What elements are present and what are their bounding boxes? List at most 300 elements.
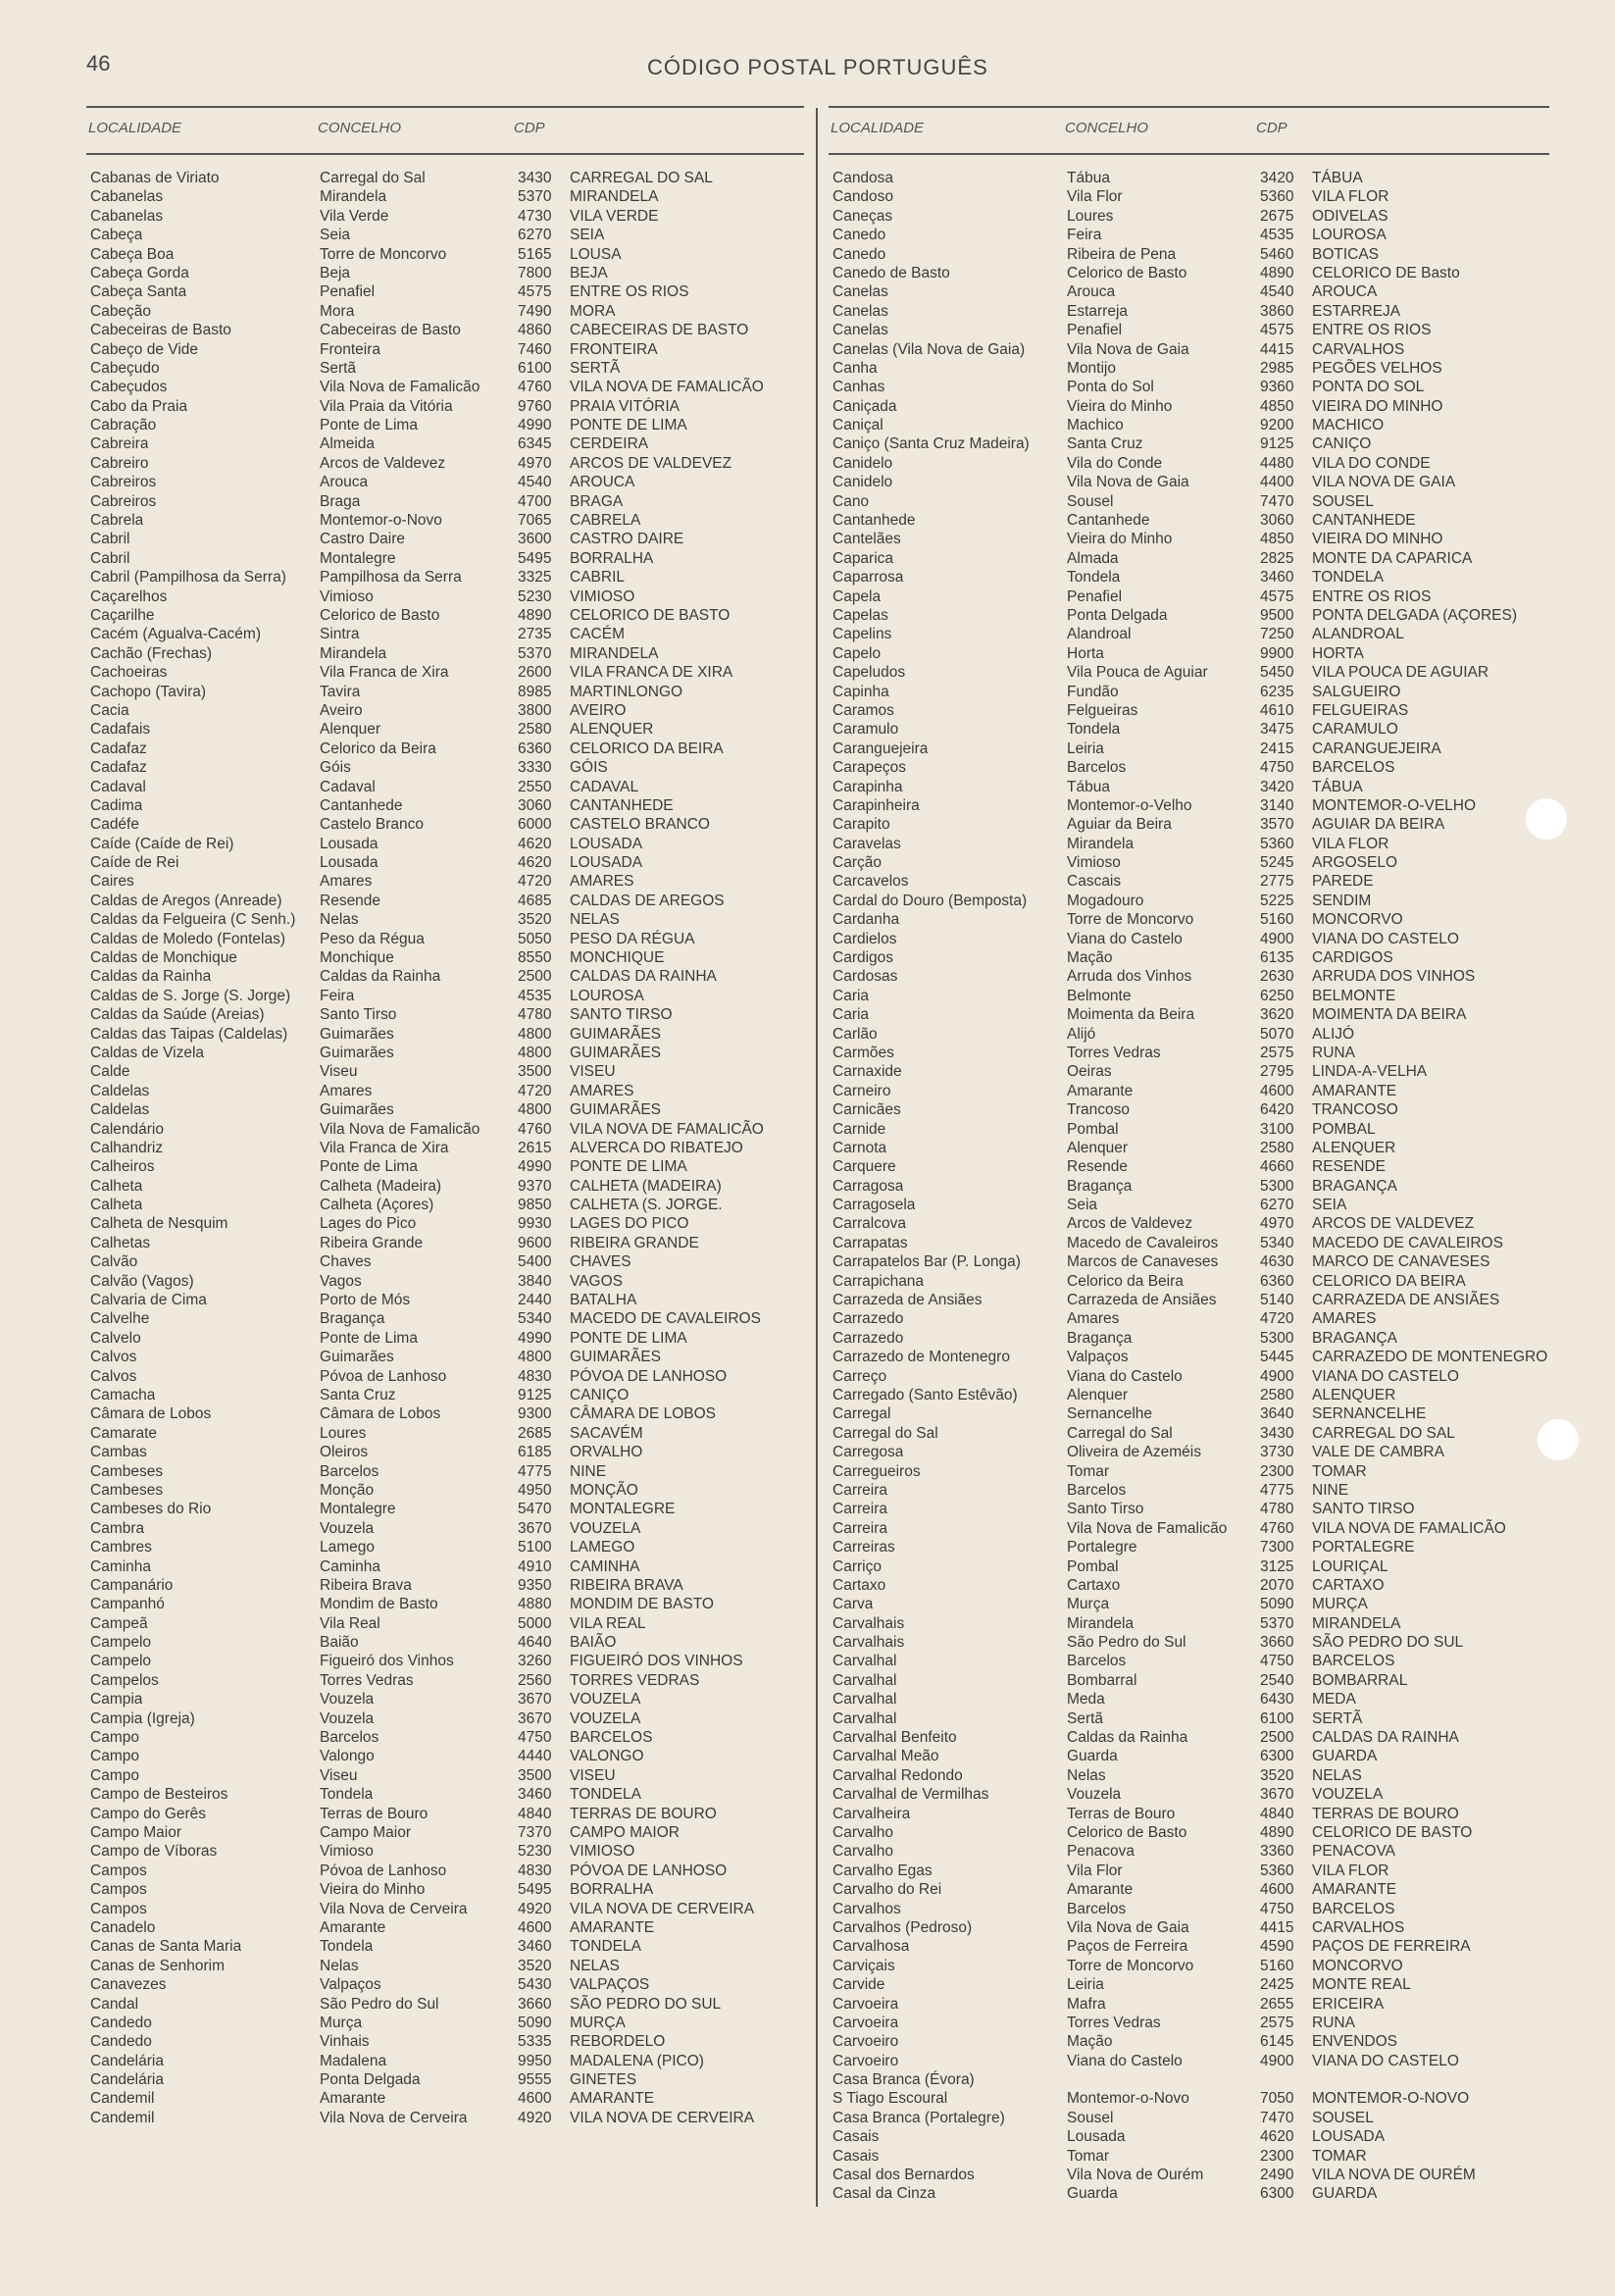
cell-dst: CELORICO DE BASTO — [570, 606, 731, 624]
cell-loc: Carriço — [833, 1557, 882, 1575]
cell-cdp: 3330 — [518, 759, 552, 777]
cell-con: Penafiel — [1067, 587, 1123, 605]
cell-dst: ALENQUER — [1312, 1139, 1396, 1156]
cell-con: Vila Nova de Gaia — [1067, 340, 1189, 358]
cell-con: Sousel — [1067, 2109, 1114, 2126]
cell-loc: Carvalhais — [833, 1614, 905, 1632]
cell-dst: MONTE DA CAPARICA — [1312, 549, 1473, 567]
cell-loc: Campo — [90, 1766, 139, 1784]
cell-dst: BELMONTE — [1312, 987, 1396, 1004]
cell-cdp: 2580 — [1260, 1139, 1294, 1156]
cell-con: Loures — [1067, 207, 1114, 225]
cell-dst: LOURIÇAL — [1312, 1557, 1388, 1575]
cell-dst: NINE — [570, 1462, 607, 1480]
cell-dst: AROUCA — [570, 474, 635, 491]
cell-dst: MONCORVO — [1312, 911, 1403, 929]
cell-dst: TOMAR — [1312, 2147, 1367, 2165]
cell-loc: Capeludos — [833, 664, 906, 682]
table-row — [829, 1690, 1549, 1709]
table-row — [86, 511, 804, 530]
cell-dst: VOUZELA — [570, 1709, 641, 1727]
cell-con: Pombal — [1067, 1120, 1119, 1138]
cell-loc: Carvalhal Meão — [833, 1748, 939, 1765]
cell-cdp: 7460 — [518, 340, 552, 358]
cell-loc: Campos — [90, 1881, 147, 1899]
table-row — [86, 1139, 804, 1157]
cell-dst: BEJA — [570, 264, 608, 281]
cell-cdp: 5430 — [518, 1976, 552, 1994]
cell-dst: ENTRE OS RIOS — [1312, 322, 1432, 339]
cell-dst: ENTRE OS RIOS — [570, 283, 689, 301]
cell-loc: Carregal do Sal — [833, 1424, 938, 1442]
table-row — [86, 2109, 804, 2127]
cell-loc: Cambas — [90, 1444, 147, 1461]
table-row — [829, 872, 1549, 891]
cell-dst: GINETES — [570, 2071, 637, 2089]
cell-dst: SÃO PEDRO DO SUL — [1312, 1634, 1464, 1652]
cell-con: Ribeira Grande — [320, 1234, 424, 1251]
page-title: CÓDIGO POSTAL PORTUGUÊS — [647, 55, 988, 79]
cell-dst: VILA NOVA DE CERVEIRA — [570, 2109, 755, 2126]
cell-cdp: 4950 — [518, 1481, 552, 1499]
cell-con: Ponte de Lima — [320, 1329, 418, 1347]
cell-loc: Capelas — [833, 606, 888, 624]
cell-dst: PONTA DELGADA (AÇORES) — [1312, 606, 1518, 624]
table-row — [86, 987, 804, 1005]
header-cdp: CDP — [1256, 120, 1287, 136]
cell-loc: Carapinha — [833, 778, 903, 795]
cell-con: Cartaxo — [1067, 1576, 1121, 1594]
cell-cdp: 4575 — [1260, 587, 1294, 605]
cell-con: Caldas da Rainha — [1067, 1729, 1188, 1747]
cell-loc: Caldas da Saúde (Areias) — [90, 1006, 265, 1024]
cell-con: Torre de Moncorvo — [1067, 1957, 1194, 1974]
cell-loc: Canidelo — [833, 454, 893, 472]
cell-loc: Cabril — [90, 549, 130, 567]
cell-loc: Caçarelhos — [90, 587, 168, 605]
table-row — [829, 1766, 1549, 1785]
cell-dst: AMARANTE — [570, 2090, 655, 2108]
cell-dst: CARANGUEJEIRA — [1312, 740, 1441, 757]
cell-cdp: 2580 — [1260, 1387, 1294, 1403]
cell-loc: Carreira — [833, 1481, 887, 1499]
cell-dst: CELORICO DA BEIRA — [570, 740, 724, 757]
cell-con: Nelas — [1067, 1766, 1106, 1784]
cell-con: Valpaços — [1067, 1349, 1129, 1366]
cell-loc: Carviçais — [833, 1957, 895, 1974]
cell-con: Machico — [1067, 417, 1124, 434]
table-row — [829, 1139, 1549, 1157]
cell-con: Vila Nova de Gaia — [1067, 474, 1189, 491]
table-row — [829, 264, 1549, 282]
cell-dst: CALHETA (S. JORGE. — [570, 1197, 723, 1214]
cell-dst: CARTAXO — [1312, 1576, 1385, 1594]
cell-dst: BRAGANÇA — [1312, 1329, 1397, 1347]
table-row — [86, 2089, 804, 2108]
cell-con: Calheta (Açores) — [320, 1197, 434, 1214]
cell-loc: Casais — [833, 2128, 880, 2146]
table-row — [829, 778, 1549, 796]
table-row — [829, 1900, 1549, 1918]
cell-dst: CALDAS DE AREGOS — [570, 892, 725, 909]
cell-con: Sertã — [320, 359, 357, 377]
cell-cdp: 4970 — [1260, 1215, 1294, 1233]
cell-cdp: 7470 — [1260, 2109, 1294, 2126]
table-row — [86, 1424, 804, 1443]
cell-con: Oliveira de Azeméis — [1067, 1444, 1201, 1461]
cell-con: Viseu — [320, 1766, 358, 1784]
table-row — [86, 282, 804, 301]
table-row — [829, 683, 1549, 701]
cell-loc: Cantanhede — [833, 512, 916, 530]
cell-loc: Cambeses — [90, 1481, 164, 1499]
table-row — [829, 434, 1549, 453]
cell-loc: Canavezes — [90, 1976, 167, 1994]
cell-loc: Cabeçudo — [90, 359, 160, 377]
table-row — [86, 1823, 804, 1842]
cell-cdp: 3260 — [518, 1653, 552, 1670]
cell-loc: Camacha — [90, 1387, 156, 1403]
cell-loc: Caçarilhe — [90, 606, 155, 624]
cell-loc: Cabeça Gorda — [90, 264, 189, 281]
cell-dst: MONÇÃO — [570, 1481, 638, 1499]
cell-dst: VOUZELA — [1312, 1786, 1384, 1804]
cell-dst: LOUSADA — [570, 854, 643, 872]
cell-loc: Carvoeira — [833, 2014, 899, 2031]
cell-con: Lages do Pico — [320, 1215, 417, 1233]
cell-cdp: 9360 — [1260, 379, 1294, 396]
cell-cdp: 4890 — [518, 606, 552, 624]
cell-dst: PÓVOA DE LANHOSO — [570, 1367, 728, 1385]
cell-cdp: 3460 — [1260, 569, 1294, 587]
cell-cdp: 4630 — [1260, 1253, 1294, 1271]
cell-con: Mação — [1067, 2033, 1113, 2051]
cell-cdp: 9500 — [1260, 606, 1294, 624]
cell-con: Vouzela — [1067, 1786, 1122, 1804]
cell-con: Viana do Castelo — [1067, 2052, 1183, 2069]
cell-cdp: 9760 — [518, 397, 552, 415]
table-row — [86, 568, 804, 587]
table-row — [86, 815, 804, 834]
cell-cdp: 7050 — [1260, 2090, 1294, 2108]
cell-loc: Campeã — [90, 1614, 148, 1632]
cell-con: Santa Cruz — [1067, 435, 1143, 453]
cell-loc: Cabreiros — [90, 474, 157, 491]
cell-cdp: 4780 — [1260, 1501, 1294, 1518]
cell-dst: ENVENDOS — [1312, 2033, 1397, 2051]
cell-cdp: 5360 — [1260, 188, 1294, 206]
table-row — [86, 2032, 804, 2051]
cell-cdp: 6420 — [1260, 1101, 1294, 1119]
cell-cdp: 9125 — [1260, 435, 1294, 453]
cell-cdp: 4400 — [1260, 474, 1294, 491]
cell-loc: Campo de Víboras — [90, 1843, 218, 1861]
cell-cdp: 5340 — [1260, 1234, 1294, 1251]
cell-dst: NELAS — [570, 1957, 620, 1974]
cell-con: Ribeira Brava — [320, 1576, 412, 1594]
cell-cdp: 7800 — [518, 264, 552, 281]
cell-dst: VIANA DO CASTELO — [1312, 930, 1459, 947]
cell-dst: VILA NOVA DE FAMALICÃO — [570, 379, 764, 396]
cell-dst: BORRALHA — [570, 549, 654, 567]
cell-dst: TONDELA — [570, 1938, 641, 1956]
cell-loc: Cardanha — [833, 911, 900, 929]
cell-con: Baião — [320, 1634, 359, 1652]
cell-loc: Cabeçudos — [90, 379, 168, 396]
cell-loc: Caldas de Vizela — [90, 1044, 205, 1061]
cell-loc: Carvalhais — [833, 1634, 905, 1652]
table-row — [829, 530, 1549, 548]
table-row — [829, 359, 1549, 378]
cell-dst: CALDAS DA RAINHA — [570, 968, 717, 986]
table-row — [829, 1177, 1549, 1196]
cell-dst: AMARES — [570, 1082, 634, 1099]
cell-cdp: 3670 — [518, 1519, 552, 1537]
cell-cdp: 6100 — [1260, 1709, 1294, 1727]
cell-dst: CANTANHEDE — [1312, 512, 1416, 530]
punch-hole — [1538, 1419, 1579, 1460]
cell-con: Barcelos — [1067, 1481, 1127, 1499]
cell-cdp: 3860 — [1260, 302, 1294, 320]
cell-loc: Carquere — [833, 1158, 896, 1176]
cell-con: Santo Tirso — [1067, 1501, 1144, 1518]
cell-dst: BATALHA — [570, 1292, 637, 1309]
cell-cdp: 5460 — [1260, 245, 1294, 263]
cell-loc: Caparrosa — [833, 569, 904, 587]
table-row — [86, 1747, 804, 1765]
table-row — [86, 1937, 804, 1956]
cell-cdp: 3840 — [518, 1272, 552, 1290]
table-row — [829, 282, 1549, 301]
cell-con: Carrazeda de Ansiães — [1067, 1292, 1217, 1309]
cell-dst: HORTA — [1312, 644, 1364, 662]
cell-loc: Calhandriz — [90, 1139, 164, 1156]
cell-dst: MONTE REAL — [1312, 1976, 1411, 1994]
cell-cdp: 3475 — [1260, 721, 1294, 739]
cell-dst: PRAIA VITÓRIA — [570, 397, 680, 415]
cell-loc: Cabril (Pampilhosa da Serra) — [90, 569, 286, 587]
cell-dst: VISEU — [570, 1063, 616, 1081]
cell-loc: Cantelães — [833, 531, 901, 548]
cell-con: Meda — [1067, 1691, 1105, 1709]
table-row — [86, 1404, 804, 1423]
cell-dst: VILA DO CONDE — [1312, 454, 1431, 472]
cell-cdp: 3420 — [1260, 170, 1294, 186]
cell-loc: Casa Branca (Portalegre) — [833, 2109, 1005, 2126]
header-concelho: CONCELHO — [318, 120, 402, 136]
cell-loc: Calheta de Nesquim — [90, 1215, 228, 1233]
cell-loc: Cartaxo — [833, 1576, 886, 1594]
cell-dst: VILA POUCA DE AGUIAR — [1312, 664, 1489, 682]
cell-loc: Carvalhos (Pedroso) — [833, 1918, 973, 1936]
cell-dst: VAGOS — [570, 1272, 623, 1290]
cell-dst: ARGOSELO — [1312, 854, 1397, 872]
cell-cdp: 6185 — [518, 1444, 552, 1461]
cell-cdp: 9930 — [518, 1215, 552, 1233]
cell-con: Tondela — [1067, 721, 1121, 739]
cell-loc: Canelas — [833, 283, 888, 301]
cell-loc: Caíde de Rei — [90, 854, 179, 872]
table-row — [829, 2147, 1549, 2166]
table-row — [86, 1633, 804, 1652]
table-row — [829, 1728, 1549, 1747]
table-row — [86, 416, 804, 434]
cell-con: Pombal — [1067, 1557, 1119, 1575]
cell-loc: Capelo — [833, 644, 882, 662]
table-row — [86, 473, 804, 491]
cell-cdp: 7300 — [1260, 1539, 1294, 1556]
cell-con: Vila Praia da Vitória — [320, 397, 453, 415]
cell-con: Torre de Moncorvo — [1067, 911, 1194, 929]
cell-con: Valpaços — [320, 1976, 381, 1994]
cell-con: São Pedro do Sul — [1067, 1634, 1186, 1652]
cell-dst: MOIMENTA DA BEIRA — [1312, 1006, 1467, 1024]
cell-cdp: 5230 — [518, 587, 552, 605]
cell-con: Sernancelhe — [1067, 1405, 1153, 1423]
cell-con: Seia — [320, 227, 351, 244]
cell-dst: VILA FLOR — [1312, 835, 1389, 852]
cell-con: Tondela — [1067, 569, 1121, 587]
cell-dst: PAREDE — [1312, 873, 1374, 891]
cell-dst: AROUCA — [1312, 283, 1378, 301]
cell-con: Torres Vedras — [1067, 2014, 1161, 2031]
cell-loc: Carregueiros — [833, 1462, 921, 1480]
cell-cdp: 3800 — [518, 701, 552, 719]
cell-dst: BARCELOS — [570, 1729, 653, 1747]
table-row — [829, 1538, 1549, 1556]
cell-cdp: 4990 — [518, 1329, 552, 1347]
cell-cdp: 5360 — [1260, 1862, 1294, 1879]
table-row — [829, 1404, 1549, 1423]
cell-loc: Carvalhal de Vermilhas — [833, 1786, 989, 1804]
cell-cdp: 3060 — [518, 796, 552, 814]
cell-loc: Cabanelas — [90, 207, 164, 225]
cell-dst: TERRAS DE BOURO — [570, 1805, 717, 1822]
cell-cdp: 4860 — [518, 322, 552, 339]
cell-loc: Campo de Besteiros — [90, 1786, 228, 1804]
cell-cdp: 3600 — [518, 531, 552, 548]
cell-con: Tavira — [320, 683, 361, 700]
cell-con: Penafiel — [320, 283, 376, 301]
cell-dst: TORRES VEDRAS — [570, 1671, 700, 1689]
cell-dst: LOUROSA — [570, 987, 644, 1004]
table-row — [86, 758, 804, 777]
cell-loc: Cabo da Praia — [90, 397, 188, 415]
cell-dst: TONDELA — [570, 1786, 641, 1804]
cell-dst: NELAS — [570, 911, 620, 929]
cell-dst: GUIMARÃES — [570, 1025, 662, 1043]
table-row — [86, 549, 804, 568]
cell-con: Arcos de Valdevez — [320, 454, 446, 472]
cell-cdp: 6235 — [1260, 683, 1294, 700]
cell-con: Tábua — [1067, 778, 1110, 795]
cell-dst: NINE — [1312, 1481, 1349, 1499]
table-row — [829, 967, 1549, 986]
cell-con: Torre de Moncorvo — [320, 245, 447, 263]
cell-cdp: 4840 — [518, 1805, 552, 1822]
table-row — [829, 892, 1549, 910]
cell-cdp: 9350 — [518, 1576, 552, 1594]
table-row — [86, 663, 804, 682]
cell-cdp: 4590 — [1260, 1938, 1294, 1956]
cell-cdp: 4890 — [1260, 1823, 1294, 1841]
table-row — [86, 606, 804, 625]
cell-loc: Canas de Senhorim — [90, 1957, 225, 1974]
cell-loc: Caldas de Aregos (Anreade) — [90, 892, 282, 909]
cell-cdp: 2615 — [518, 1139, 552, 1156]
cell-dst: TONDELA — [1312, 569, 1384, 587]
cell-con: Estarreja — [1067, 302, 1129, 320]
cell-dst: PENACOVA — [1312, 1843, 1395, 1861]
cell-cdp: 4970 — [518, 454, 552, 472]
header-rule-top — [86, 106, 804, 108]
cell-dst: AGUIAR DA BEIRA — [1312, 816, 1445, 834]
cell-loc: S Tiago Escoural — [833, 2090, 948, 2108]
cell-dst: AMARES — [570, 873, 634, 891]
cell-cdp: 7065 — [518, 512, 552, 530]
cell-dst: RUNA — [1312, 2014, 1355, 2031]
cell-con: Calheta (Madeira) — [320, 1177, 442, 1195]
cell-dst: CARVALHOS — [1312, 1918, 1405, 1936]
cell-dst: CASTELO BRANCO — [570, 816, 710, 834]
cell-cdp: 4750 — [1260, 1900, 1294, 1917]
cell-loc: Caniçada — [833, 397, 897, 415]
cell-dst: VIMIOSO — [570, 1843, 635, 1861]
cell-con: Guimarães — [320, 1349, 394, 1366]
cell-cdp: 7250 — [1260, 626, 1294, 643]
cell-dst: CALDAS DA RAINHA — [1312, 1729, 1459, 1747]
cell-dst: MACHICO — [1312, 417, 1385, 434]
header-concelho: CONCELHO — [1065, 120, 1149, 136]
table-row — [829, 987, 1549, 1005]
cell-dst: VILA NOVA DE FAMALICÃO — [570, 1120, 764, 1138]
table-row — [829, 1291, 1549, 1309]
cell-con: Amarante — [320, 2090, 386, 2108]
cell-loc: Caria — [833, 987, 870, 1004]
cell-con: Beja — [320, 264, 351, 281]
cell-loc: Calendário — [90, 1120, 164, 1138]
cell-dst: VIANA DO CASTELO — [1312, 2052, 1459, 2069]
cell-loc: Carvoeiro — [833, 2033, 899, 2051]
cell-cdp: 2540 — [1260, 1671, 1294, 1689]
cell-con: Arruda dos Vinhos — [1067, 968, 1192, 986]
cell-loc: Candelária — [90, 2052, 164, 2069]
cell-con: Mora — [320, 302, 355, 320]
cell-cdp: 4840 — [1260, 1805, 1294, 1822]
table-row — [86, 492, 804, 511]
cell-cdp: 4760 — [518, 1120, 552, 1138]
cell-dst: CELORICO DE BASTO — [1312, 1823, 1473, 1841]
cell-dst: PONTE DE LIMA — [570, 417, 687, 434]
cell-loc: Caranguejeira — [833, 740, 929, 757]
cell-loc: Candedo — [90, 2014, 152, 2031]
cell-con: Cadaval — [320, 778, 376, 795]
cell-loc: Calvaria de Cima — [90, 1292, 207, 1309]
cell-cdp: 5400 — [518, 1253, 552, 1271]
cell-dst: TOMAR — [1312, 1462, 1367, 1480]
cell-con: Felgueiras — [1067, 701, 1138, 719]
cell-cdp: 2560 — [518, 1671, 552, 1689]
cell-con: Amarante — [1067, 1881, 1134, 1899]
table-row — [829, 1995, 1549, 2014]
cell-cdp: 3125 — [1260, 1557, 1294, 1575]
cell-con: Tondela — [320, 1938, 374, 1956]
cell-loc: Carragosa — [833, 1177, 904, 1195]
cell-loc: Candal — [90, 1995, 139, 2013]
table-row — [829, 1234, 1549, 1252]
cell-loc: Campo — [90, 1748, 139, 1765]
cell-dst: LOUSADA — [1312, 2128, 1386, 2146]
